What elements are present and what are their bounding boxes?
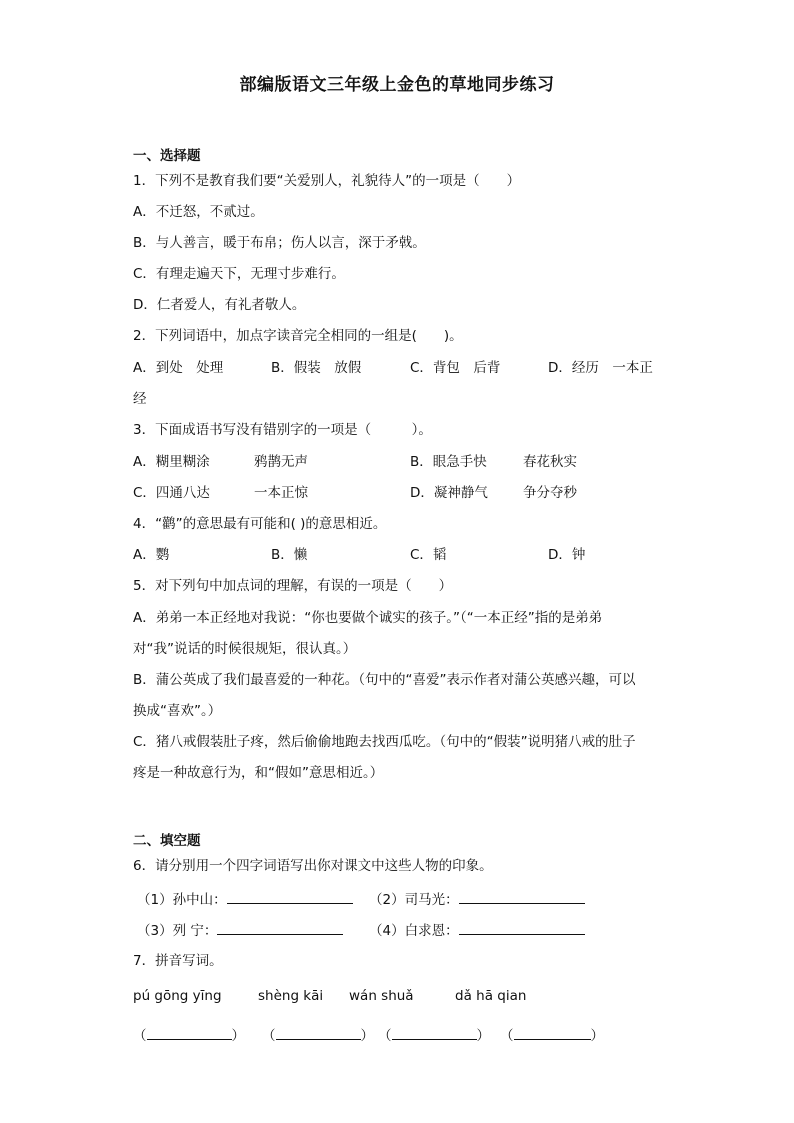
answer-blank-1[interactable] <box>227 889 353 904</box>
question-5-option-a[interactable]: A．弟弟一本正经地对我说：“你也要做个诚实的孩子。”（“一本正经”指的是弟弟 <box>133 610 603 626</box>
question-1-stem: 1．下列不是教育我们要“关爱别人，礼貌待人”的一项是（ ） <box>133 173 521 189</box>
answer-blank-2[interactable] <box>459 889 585 904</box>
question-5-option-c-continued: 疼是一种故意行为，和“假如”意思相近。） <box>133 765 384 781</box>
question-3-option-d-word2: 争分夺秒 <box>523 485 577 501</box>
pinyin-2: shèng kāi <box>258 988 324 1004</box>
open-paren: （ <box>133 1028 147 1044</box>
question-6-item-2-label: （2）司马光： <box>369 892 459 908</box>
question-4-option-c[interactable]: C．韬 <box>410 547 447 563</box>
question-6-item-2 <box>369 889 585 909</box>
question-1-option-c[interactable]: C．有理走遍天下，无理寸步难行。 <box>133 266 345 282</box>
open-paren: （ <box>262 1028 276 1044</box>
page-title: 部编版语文三年级上金色的草地同步练习 <box>239 75 555 95</box>
question-3-option-b-word2: 春花秋实 <box>523 454 577 470</box>
question-3-option-b-word1[interactable]: B．眼急手快 <box>410 454 487 470</box>
answer-blank-4[interactable] <box>459 920 585 935</box>
section-heading-fill-in: 二、填空题 <box>133 833 201 849</box>
question-2-option-a[interactable]: A．到处 处理 <box>133 360 224 376</box>
answer-blank-3[interactable] <box>217 920 343 935</box>
pinyin-1: pú gōng yīng <box>133 988 222 1004</box>
question-2-option-c[interactable]: C．背包 后背 <box>410 360 501 376</box>
question-2-option-d-continued: 经 <box>133 391 147 407</box>
answer-box-1[interactable] <box>133 1024 245 1044</box>
question-3-stem: 3．下面成语书写没有错别字的一项是（ ）。 <box>133 422 432 438</box>
question-3-option-a-word1[interactable]: A．糊里糊涂 <box>133 454 210 470</box>
question-4-option-d[interactable]: D．钟 <box>548 547 586 563</box>
question-1-option-a[interactable]: A．不迁怒，不贰过。 <box>133 204 264 220</box>
answer-box-2-blank[interactable] <box>276 1025 361 1040</box>
open-paren: （ <box>378 1028 392 1044</box>
question-3-option-a-word2: 鸦鹊无声 <box>254 454 308 470</box>
question-2-stem: 2．下列词语中，加点字读音完全相同的一组是( )。 <box>133 328 463 344</box>
answer-box-1-blank[interactable] <box>147 1025 232 1040</box>
question-4-option-b[interactable]: B．懒 <box>271 547 308 563</box>
close-paren: ） <box>590 1028 604 1044</box>
question-6-stem: 6．请分别用一个四字词语写出你对课文中这些人物的印象。 <box>133 858 493 874</box>
close-paren: ） <box>360 1028 374 1044</box>
question-6-item-1-label: （1）孙中山： <box>137 892 227 908</box>
answer-box-3-blank[interactable] <box>392 1025 477 1040</box>
question-6-item-3-label: （3）列 宁： <box>137 923 218 939</box>
close-paren: ） <box>476 1028 490 1044</box>
open-paren: （ <box>500 1028 514 1044</box>
question-1-option-b[interactable]: B．与人善言，暖于布帛；伤人以言，深于矛戟。 <box>133 235 426 251</box>
question-2-option-d[interactable]: D．经历 一本正 <box>548 360 653 376</box>
close-paren: ） <box>231 1028 245 1044</box>
question-7-stem: 7．拼音写词。 <box>133 953 223 969</box>
question-5-stem: 5．对下列句中加点词的理解，有误的一项是（ ） <box>133 578 453 594</box>
question-2-option-b[interactable]: B．假装 放假 <box>271 360 362 376</box>
answer-box-2[interactable] <box>262 1024 374 1044</box>
question-6-item-4 <box>369 920 585 940</box>
question-6-item-3 <box>137 920 343 940</box>
question-5-option-b[interactable]: B．蒲公英成了我们最喜爱的一种花。（句中的“喜爱”表示作者对蒲公英感兴趣，可以 <box>133 672 636 688</box>
question-6-item-1 <box>137 889 353 909</box>
question-4-stem: 4．“鹳”的意思最有可能和( )的意思相近。 <box>133 516 387 532</box>
answer-box-3[interactable] <box>378 1024 490 1044</box>
question-5-option-c[interactable]: C．猪八戒假装肚子疼，然后偷偷地跑去找西瓜吃。（句中的“假装”说明猪八戒的肚子 <box>133 734 636 750</box>
question-6-item-4-label: （4）白求恩： <box>369 923 459 939</box>
pinyin-4: dǎ hā qian <box>455 988 527 1004</box>
question-1-option-d[interactable]: D．仁者爱人，有礼者敬人。 <box>133 297 306 313</box>
question-3-option-d-word1[interactable]: D．凝神静气 <box>410 485 488 501</box>
answer-box-4-blank[interactable] <box>514 1025 591 1040</box>
question-3-option-c-word1[interactable]: C．四通八达 <box>133 485 210 501</box>
question-5-option-a-continued: 对“我”说话的时候很规矩，很认真。） <box>133 641 357 657</box>
pinyin-3: wán shuǎ <box>349 988 414 1004</box>
question-5-option-b-continued: 换成“喜欢”。） <box>133 703 222 719</box>
answer-box-4[interactable] <box>500 1024 604 1044</box>
question-4-option-a[interactable]: A．鹦 <box>133 547 170 563</box>
section-heading-choice: 一、选择题 <box>133 148 201 164</box>
question-3-option-c-word2: 一本正惊 <box>254 485 308 501</box>
